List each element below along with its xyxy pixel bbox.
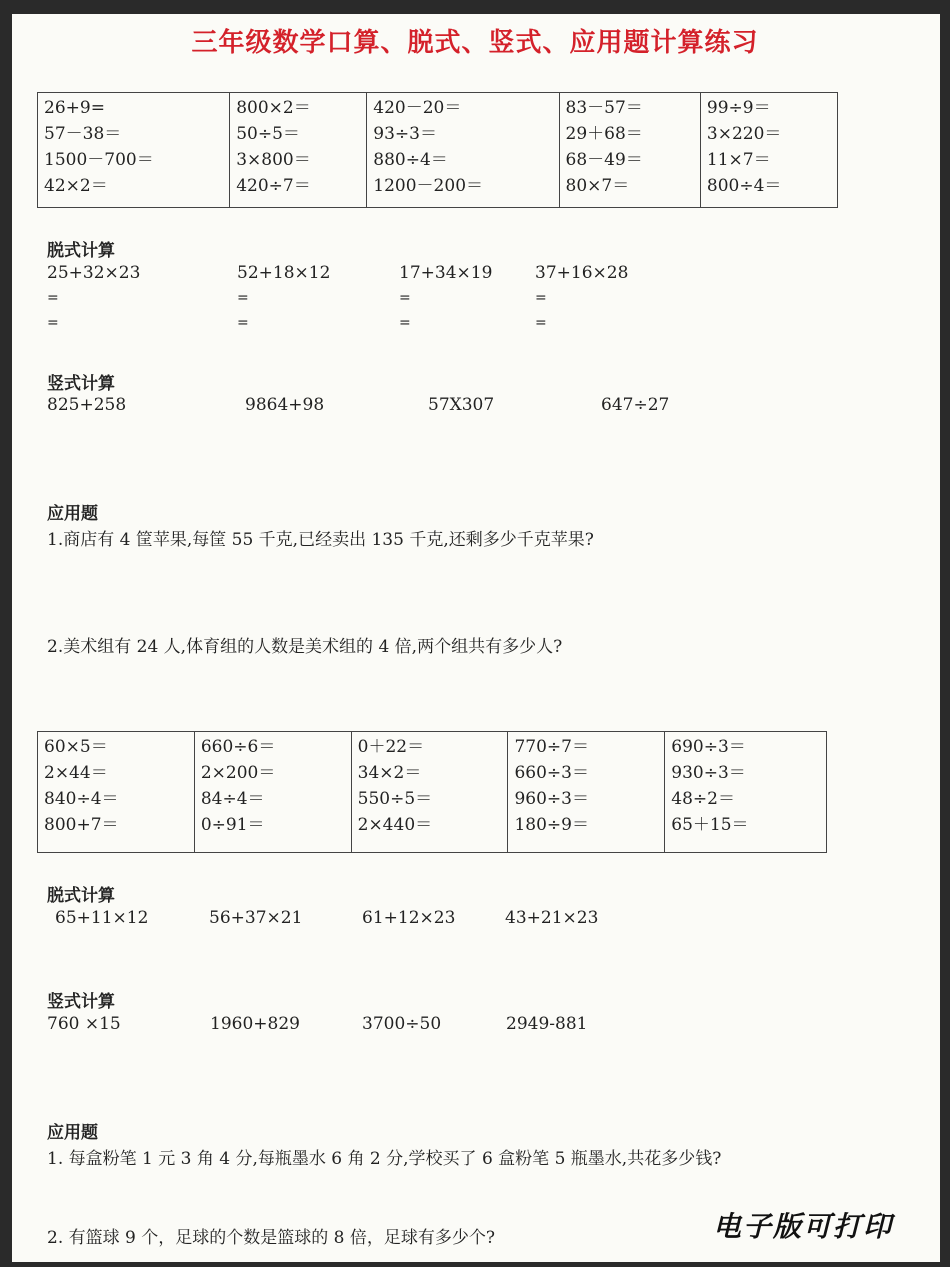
oral-item: 34×2＝: [357, 763, 422, 783]
oral-column: [367, 93, 559, 208]
word-problem: 2.美术组有 24 人,体育组的人数是美术组的 4 倍,两个组共有多少人?: [47, 637, 563, 657]
oral-item: 960÷3＝: [514, 789, 589, 809]
oral-column: [194, 732, 351, 853]
step-heading-2: 脱式计算: [47, 886, 115, 906]
oral-item: 1200－200＝: [373, 176, 484, 196]
oral-column: [508, 732, 665, 853]
oral-column: [700, 93, 837, 208]
vertical-item: 57X307: [428, 395, 495, 415]
oral-item: 180÷9＝: [514, 815, 589, 835]
oral-column: [665, 732, 827, 853]
oral-item: 29＋68＝: [565, 124, 643, 144]
step-item: 65+11×12: [55, 908, 149, 928]
oral-item: 2×200＝: [200, 763, 276, 783]
equals-sign: =: [535, 290, 547, 306]
vertical-heading-1: 竖式计算: [47, 374, 115, 394]
vertical-item: 2949-881: [506, 1014, 588, 1034]
oral-item: 3×800＝: [236, 150, 311, 170]
oral-item: 690÷3＝: [671, 737, 746, 757]
oral-table-1: [37, 92, 838, 208]
equals-sign: =: [399, 290, 411, 306]
vertical-item: 760 ×15: [47, 1014, 121, 1034]
word-heading-2: 应用题: [47, 1123, 98, 1143]
oral-item: 3×220＝: [706, 124, 782, 144]
oral-item: 660÷3＝: [514, 763, 589, 783]
equals-sign: =: [399, 315, 411, 331]
oral-item: 84÷4＝: [200, 789, 265, 809]
equals-sign: =: [535, 315, 547, 331]
oral-item: 50÷5＝: [236, 124, 300, 144]
printable-stamp: 电子版可打印: [713, 1210, 894, 1243]
oral-item: 83－57＝: [565, 98, 643, 118]
oral-item: 420－20＝: [373, 98, 462, 118]
equals-sign: =: [47, 290, 59, 306]
oral-item: 660÷6＝: [200, 737, 276, 757]
step-item: 17+34×19: [399, 263, 493, 283]
oral-item: 800+7＝: [44, 815, 119, 835]
step-item: 61+12×23: [362, 908, 456, 928]
vertical-item: 825+258: [47, 395, 127, 415]
oral-item: 57－38＝: [44, 124, 122, 144]
step-item: 37+16×28: [535, 263, 629, 283]
word-problem: 1.商店有 4 筐苹果,每筐 55 千克,已经卖出 135 千克,还剩多少千克苹果?: [47, 530, 594, 550]
oral-item: 99÷9＝: [706, 98, 771, 118]
equals-sign: =: [237, 290, 249, 306]
word-problem: 2. 有篮球 9 个，足球的个数是篮球的 8 倍，足球有多少个?: [47, 1228, 495, 1248]
oral-item: 42×2＝: [44, 176, 108, 196]
oral-column: [559, 93, 700, 208]
vertical-item: 3700÷50: [362, 1014, 442, 1034]
oral-item: 1500－700＝: [44, 150, 154, 170]
step-item: 52+18×12: [237, 263, 331, 283]
oral-item: 60×5＝: [44, 737, 108, 757]
vertical-item: 9864+98: [245, 395, 325, 415]
oral-item: 26+9=: [44, 98, 105, 118]
oral-column: [38, 93, 230, 208]
page-title: 三年级数学口算、脱式、竖式、应用题计算练习: [191, 28, 759, 58]
vertical-heading-2: 竖式计算: [47, 992, 115, 1012]
oral-item: 420÷7＝: [236, 176, 311, 196]
step-item: 25+32×23: [47, 263, 141, 283]
oral-item: 0＋22＝: [357, 737, 425, 757]
oral-item: 930÷3＝: [671, 763, 746, 783]
step-item: 43+21×23: [505, 908, 599, 928]
equals-sign: =: [47, 315, 59, 331]
oral-item: 2×44＝: [44, 763, 108, 783]
vertical-item: 647÷27: [601, 395, 670, 415]
oral-item: 770÷7＝: [514, 737, 589, 757]
oral-item: 11×7＝: [706, 150, 771, 170]
step-heading-1: 脱式计算: [47, 241, 115, 261]
word-problem: 1. 每盒粉笔 1 元 3 角 4 分,每瓶墨水 6 角 2 分,学校买了 6 盒粉笔 5 瓶墨水,共花多少钱?: [47, 1149, 722, 1169]
oral-item: 2×440＝: [357, 815, 433, 835]
oral-item: 800÷4＝: [706, 176, 782, 196]
oral-column: [38, 732, 195, 853]
step-item: 56+37×21: [209, 908, 303, 928]
equals-sign: =: [237, 315, 249, 331]
oral-item: 65＋15＝: [671, 815, 749, 835]
oral-item: 48÷2＝: [671, 789, 735, 809]
oral-item: 0÷91＝: [200, 815, 265, 835]
oral-item: 550÷5＝: [357, 789, 433, 809]
word-heading-1: 应用题: [47, 504, 98, 524]
vertical-item: 1960+829: [210, 1014, 300, 1034]
oral-column: [351, 732, 508, 853]
oral-table-2: [37, 731, 827, 853]
oral-item: 68－49＝: [565, 150, 643, 170]
oral-item: 80×7＝: [565, 176, 630, 196]
oral-item: 800×2＝: [236, 98, 311, 118]
oral-item: 93÷3＝: [373, 124, 437, 144]
oral-item: 840÷4＝: [44, 789, 119, 809]
oral-column: [230, 93, 367, 208]
oral-item: 880÷4＝: [373, 150, 448, 170]
